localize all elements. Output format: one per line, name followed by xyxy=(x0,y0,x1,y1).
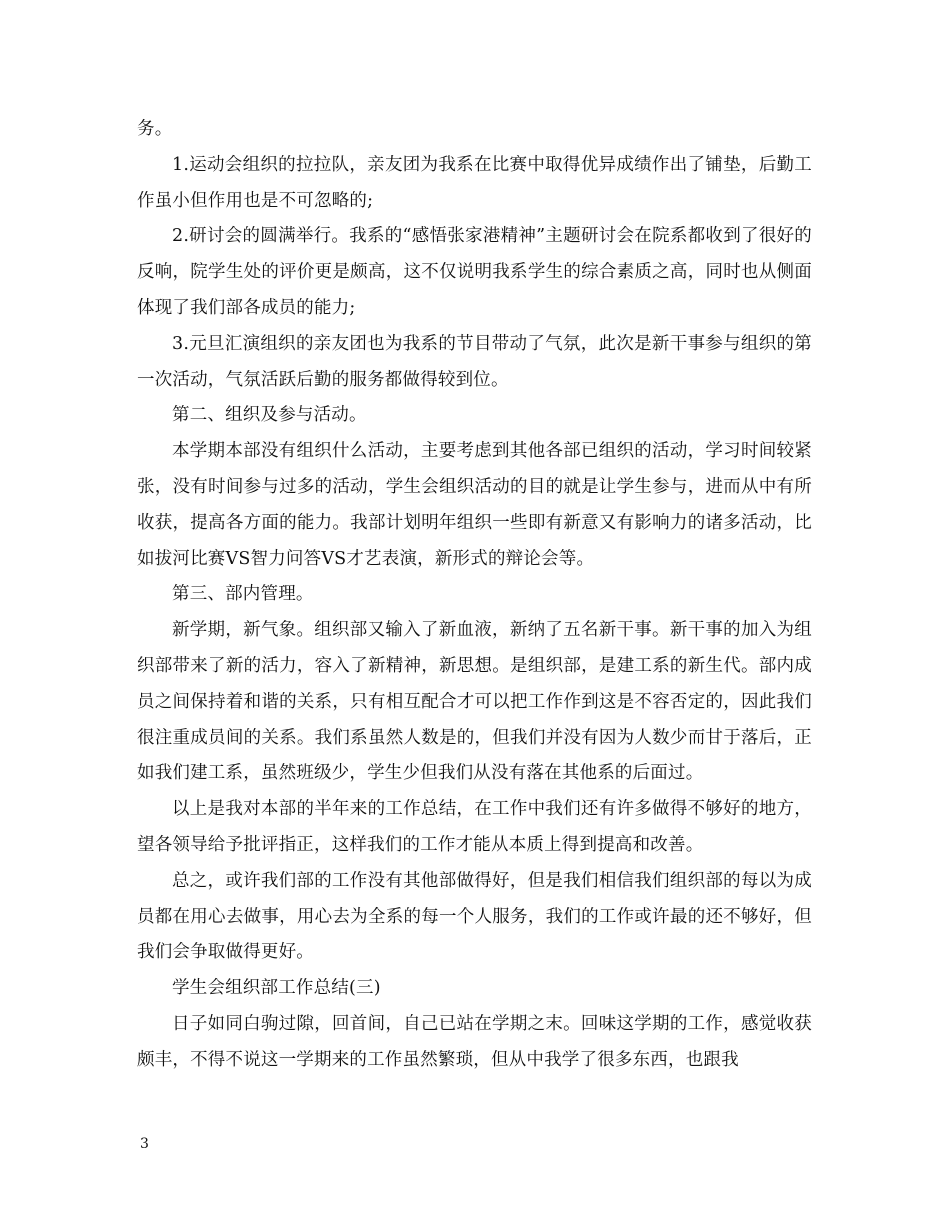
paragraph-summary: 以上是我对本部的半年来的工作总结，在工作中我们还有许多做得不够好的地方，望各领导给予批评指正，这样我们的工作才能从本质上得到提高和改善。 xyxy=(137,799,812,855)
paragraph-activities: 本学期本部没有组织什么活动，主要考虑到其他各部已组织的活动，学习时间较紧张，没有时间参与过多的活动，学生会组织活动的目的就是让学生参与，进而从中有所收获，提高各方面的能力。我部计划明年组织一些即有新意又有影响力的诸多活动，比如拔河比赛VS智力问答VS才艺表演，新形式的辩论会等。 xyxy=(137,441,812,569)
page-number: 3 xyxy=(140,1136,149,1152)
section-heading-2: 第二、组织及参与活动。 xyxy=(172,405,367,426)
document-body xyxy=(137,112,812,1079)
paragraph-continuation: 务。 xyxy=(137,119,173,139)
paragraph-conclusion: 总之，或许我们部的工作没有其他部做得好，但是我们相信我们组织部的每以为成员都在用心去做事，用心去为全系的每一个人服务，我们的工作或许最的还不够好，但我们会争取做得更好。 xyxy=(137,870,812,963)
section-title-3: 学生会组织部工作总结(三) xyxy=(172,978,381,999)
paragraph-intro: 日子如同白驹过隙，回首间，自己已站在学期之末。回味这学期的工作，感觉收获颇丰，不得不说这一学期来的工作虽然繁琐，但从中我学了很多东西，也跟我 xyxy=(137,1013,812,1070)
paragraph-management: 新学期，新气象。组织部又输入了新血液，新纳了五名新干事。新干事的加入为组织部带来了新的活力，容入了新精神，新思想。是组织部，是建工系的新生代。部内成员之间保持着和谐的关系，只有相互配合才可以把工作作到这是不容否定的，因此我们很注重成员间的关系。我们系虽然人数是的，但我们并没有因为人数少而甘于落后，正如我们建工系，虽然班级少，学生少但我们从没有落在其他系的后面过。 xyxy=(137,620,812,784)
paragraph-item-2: 2.研讨会的圆满举行。我系的“感悟张家港精神”主题研讨会在院系都收到了很好的反响，院学生处的评价更是颇高，这不仅说明我系学生的综合素质之高，同时也从侧面体现了我们部各成员的能力; xyxy=(137,226,812,318)
paragraph-item-1: 1.运动会组织的拉拉队，亲友团为我系在比赛中取得优异成绩作出了铺垫，后勤工作虽小但作用也是不可忽略的; xyxy=(137,154,812,211)
section-heading-3: 第三、部内管理。 xyxy=(172,584,314,605)
paragraph-item-3: 3.元旦汇演组织的亲友团也为我系的节目带动了气氛，此次是新干事参与组织的第一次活动，气氛活跃后勤的服务都做得较到位。 xyxy=(137,333,812,390)
